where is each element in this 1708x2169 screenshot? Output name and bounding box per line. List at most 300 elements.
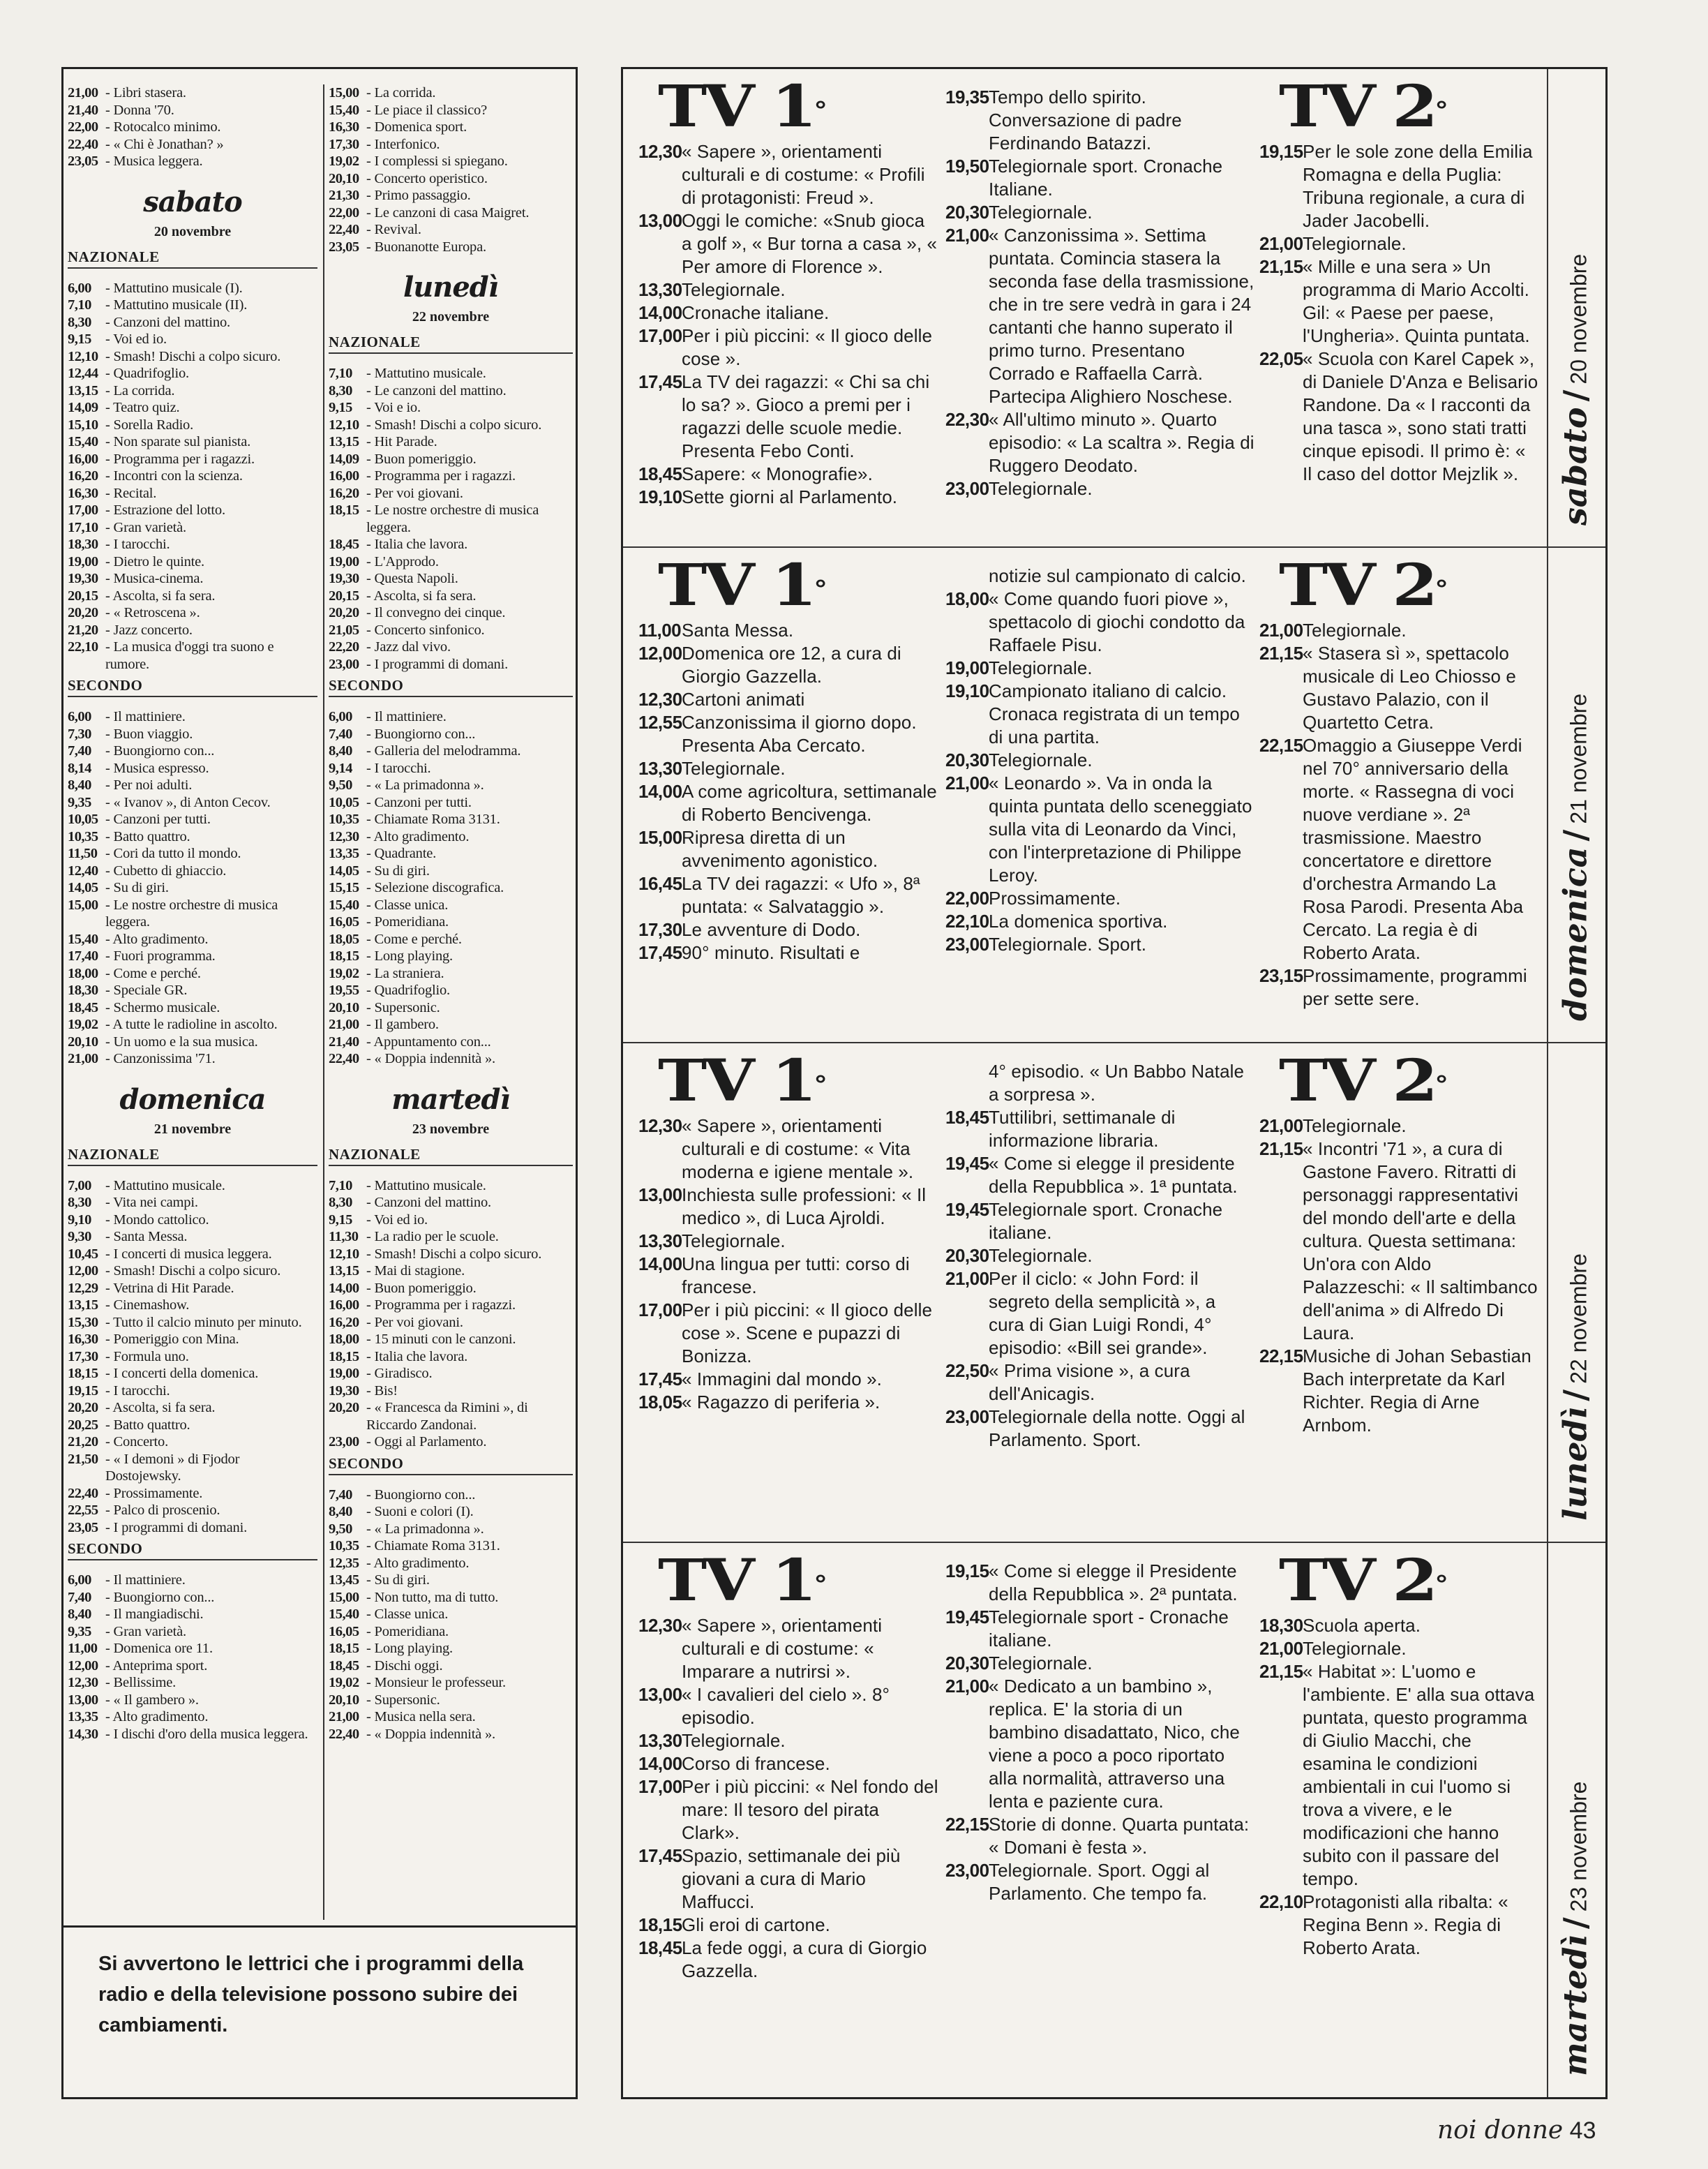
tv-program bbox=[638, 1115, 940, 1184]
radio-entry bbox=[329, 622, 573, 639]
entry-title: - I dischi d'oro della musica leggera. bbox=[105, 1726, 308, 1742]
entry-time: 23,00 bbox=[329, 1434, 359, 1449]
day-side-text bbox=[1558, 1253, 1596, 1521]
entry-title: - Buongiorno con... bbox=[105, 743, 215, 759]
program-description: Telegiornale. bbox=[989, 657, 1093, 678]
program-time: 17,45 bbox=[638, 1845, 682, 1866]
tv-program bbox=[638, 1299, 940, 1368]
program-description: « Come quando fuori piove », spettacolo di giochi condotto da Raffaele Pisu. bbox=[989, 588, 1245, 655]
radio-entry bbox=[329, 433, 573, 451]
program-description: Telegiornale. bbox=[1303, 1638, 1407, 1659]
program-description: La domenica sportiva. bbox=[989, 911, 1168, 932]
radio-entry bbox=[329, 536, 573, 553]
entry-time: 20,20 bbox=[68, 605, 98, 620]
entry-time: 19,15 bbox=[68, 1382, 98, 1399]
program-time: 16,45 bbox=[638, 873, 682, 894]
radio-entry bbox=[68, 1348, 317, 1366]
entry-time: 9,10 bbox=[68, 1212, 91, 1228]
entry-title: - Il mattiniere. bbox=[105, 709, 186, 724]
entry-title: - Smash! Dischi a colpo sicuro. bbox=[105, 348, 281, 364]
program-description: « Come si elegge il presidente della Repubblica ». 1ª puntata. bbox=[989, 1153, 1238, 1197]
entry-title: - Supersonic. bbox=[366, 999, 440, 1015]
side-day-name: martedì bbox=[1556, 1935, 1594, 2076]
program-time: 22,00 bbox=[945, 888, 989, 909]
program-time: 22,15 bbox=[1259, 1346, 1303, 1366]
entry-time: 16,30 bbox=[68, 485, 98, 501]
entry-time: 17,30 bbox=[329, 136, 359, 152]
entry-title: - « Retroscena ». bbox=[105, 605, 200, 620]
entry-time: 21,20 bbox=[68, 622, 98, 638]
tv-program bbox=[945, 933, 1255, 956]
tv-program bbox=[1259, 1660, 1538, 1891]
entry-time: 16,05 bbox=[329, 1623, 359, 1639]
program-description: notizie sul campionato di calcio. bbox=[989, 565, 1246, 586]
program-time: 13,00 bbox=[638, 1684, 682, 1705]
entry-title: - Alto gradimento. bbox=[366, 828, 470, 844]
entry-title: - Bis! bbox=[366, 1382, 398, 1399]
entry-title: - Il mattiniere. bbox=[105, 1572, 186, 1588]
entry-title: - « La primadonna ». bbox=[366, 777, 484, 793]
entry-time: 7,40 bbox=[68, 743, 91, 759]
program-time: 18,15 bbox=[638, 1914, 682, 1935]
program-description: Tempo dello spirito. Conversazione di padre Ferdinando Batazzi. bbox=[989, 87, 1182, 154]
entry-time: 18,30 bbox=[68, 983, 98, 998]
entry-time: 15,40 bbox=[329, 1607, 359, 1622]
entry-title: - Classe unica. bbox=[366, 897, 449, 913]
radio-entry bbox=[68, 897, 317, 931]
tv-program bbox=[945, 224, 1255, 408]
entry-title: - « La primadonna ». bbox=[366, 1521, 484, 1537]
entry-title: - Italia che lavora. bbox=[366, 1348, 468, 1364]
radio-entry bbox=[68, 102, 317, 119]
radio-entry bbox=[329, 485, 573, 502]
entry-title: - Incontri con la scienza. bbox=[105, 468, 243, 484]
tv-day-band bbox=[623, 69, 1605, 548]
side-date: 20 novembre bbox=[1566, 253, 1591, 385]
program-time: 14,00 bbox=[638, 1253, 682, 1274]
radio-entry bbox=[68, 1417, 317, 1434]
entry-time: 17,30 bbox=[68, 1348, 98, 1364]
radio-entry bbox=[68, 1623, 317, 1641]
entry-title: - Buongiorno con... bbox=[366, 1486, 476, 1503]
tv-program bbox=[945, 201, 1255, 224]
entry-time: 18,45 bbox=[68, 999, 98, 1015]
entry-title: - Chiamate Roma 3131. bbox=[366, 812, 500, 827]
radio-entry bbox=[68, 811, 317, 828]
entry-title: - Cinemashow. bbox=[105, 1297, 190, 1313]
schedule-notice: Si avvertono le lettrici che i programmi della radio e della televisione possono subire dei cambiamenti. bbox=[63, 1925, 576, 2041]
tv-program bbox=[945, 910, 1255, 933]
tv-program bbox=[1259, 255, 1538, 348]
radio-entry bbox=[329, 1486, 573, 1504]
entry-time: 19,02 bbox=[329, 154, 359, 169]
radio-entry bbox=[329, 1382, 573, 1400]
program-description: Cartoni animati bbox=[682, 689, 805, 710]
entry-time: 10,35 bbox=[329, 812, 359, 827]
tv-program bbox=[638, 209, 940, 278]
program-time: 19,10 bbox=[945, 680, 989, 701]
logo-degree: ° bbox=[1434, 576, 1446, 604]
program-description: Oggi le comiche: «Snub gioca a golf », « Bur torna a casa », « Per amore di Florence ». bbox=[682, 210, 938, 277]
program-description: Prossimamente. bbox=[989, 888, 1121, 909]
radio-entry bbox=[329, 399, 573, 417]
entry-title: - Prossimamente. bbox=[105, 1485, 203, 1501]
program-time: 23,00 bbox=[945, 1406, 989, 1427]
radio-entry bbox=[68, 1262, 317, 1280]
program-description: Telegiornale. bbox=[682, 279, 786, 300]
entry-time: 22,40 bbox=[329, 1051, 359, 1066]
entry-time: 21,20 bbox=[68, 1434, 98, 1449]
entry-time: 22,40 bbox=[68, 1485, 98, 1501]
program-time: 21,00 bbox=[945, 225, 989, 246]
entry-title: - Speciale GR. bbox=[105, 983, 188, 998]
entry-time: 23,05 bbox=[68, 1519, 98, 1535]
entry-title: - Musica nella sera. bbox=[366, 1709, 476, 1724]
entry-time: 7,40 bbox=[329, 726, 352, 742]
tv-program bbox=[1259, 619, 1538, 642]
entry-time: 18,45 bbox=[329, 1657, 359, 1674]
entry-time: 11,00 bbox=[68, 1641, 98, 1656]
entry-title: - Le canzoni del mattino. bbox=[366, 382, 507, 398]
tv-program bbox=[945, 1859, 1255, 1905]
entry-time: 12,10 bbox=[329, 417, 359, 433]
radio-entry bbox=[68, 1246, 317, 1263]
entry-time: 20,25 bbox=[68, 1417, 98, 1433]
entry-title: - Long playing. bbox=[366, 948, 453, 964]
program-description: Telegiornale. Sport. bbox=[989, 934, 1147, 955]
entry-title: - Pomeriggio con Mina. bbox=[105, 1332, 239, 1347]
entry-time: 12,10 bbox=[329, 1246, 359, 1262]
section-label: NAZIONALE bbox=[329, 1146, 573, 1166]
tv-day-band bbox=[623, 1543, 1605, 2097]
radio-entry bbox=[329, 170, 573, 188]
program-description: Canzonissima il giorno dopo. Presenta Aba Cercato. bbox=[682, 712, 917, 756]
tv-day-band bbox=[623, 548, 1605, 1043]
tv1-logo bbox=[658, 1547, 982, 1614]
entry-time: 19,00 bbox=[329, 1366, 359, 1381]
section-label: NAZIONALE bbox=[68, 248, 317, 269]
logo-degree: ° bbox=[1434, 1571, 1446, 1599]
program-time: 21,15 bbox=[1259, 1138, 1303, 1159]
entry-title: - Le nostre orchestre di musica leggera. bbox=[105, 897, 278, 930]
radio-entry bbox=[329, 1399, 573, 1433]
entry-title: - Vita nei campi. bbox=[105, 1195, 198, 1210]
entry-time: 12,35 bbox=[329, 1555, 359, 1571]
entry-time: 8,40 bbox=[68, 1607, 91, 1622]
entry-title: - La corrida. bbox=[366, 85, 436, 100]
tv1-logo bbox=[658, 1048, 982, 1115]
radio-entry bbox=[68, 863, 317, 880]
entry-time: 18,00 bbox=[329, 1332, 359, 1347]
program-description: « Sapere », orientamenti culturali e di costume: « Profili di protagonisti: Freud ». bbox=[682, 141, 925, 208]
radio-entry bbox=[68, 485, 317, 502]
tv1-continued-column bbox=[945, 565, 1255, 956]
entry-time: 22,00 bbox=[68, 119, 98, 135]
entry-time: 18,15 bbox=[329, 502, 359, 518]
entry-title: - « I demoni » di Fjodor Dostojewsky. bbox=[105, 1451, 240, 1484]
program-time: 19,45 bbox=[945, 1607, 989, 1627]
entry-time: 11,50 bbox=[68, 846, 98, 861]
program-time: 13,30 bbox=[638, 279, 682, 300]
entry-title: - Voi e io. bbox=[366, 400, 421, 415]
tv-program bbox=[638, 688, 940, 711]
radio-entry bbox=[68, 84, 317, 102]
tv-program bbox=[945, 477, 1255, 500]
radio-entry bbox=[329, 1503, 573, 1521]
entry-time: 12,30 bbox=[68, 1675, 98, 1690]
tv-program bbox=[638, 826, 940, 872]
entry-time: 22,00 bbox=[329, 204, 359, 221]
entry-time: 8,30 bbox=[68, 1195, 91, 1210]
program-description: Telegiornale. bbox=[1303, 1115, 1407, 1136]
entry-time: 14,09 bbox=[68, 400, 98, 415]
program-description: Musiche di Johan Sebastian Bach interpretate da Karl Richter. Regia di Arne Arnbom. bbox=[1303, 1346, 1531, 1436]
radio-entry bbox=[68, 468, 317, 485]
radio-entry bbox=[68, 604, 317, 622]
program-time: 21,15 bbox=[1259, 643, 1303, 664]
program-time: 21,15 bbox=[1259, 256, 1303, 277]
radio-entry bbox=[329, 845, 573, 863]
tv-program bbox=[945, 155, 1255, 201]
radio-entry bbox=[68, 417, 317, 434]
tv-program bbox=[638, 1729, 940, 1752]
entry-time: 18,15 bbox=[329, 1348, 359, 1364]
entry-title: - Ascolta, si fa sera. bbox=[105, 1400, 216, 1415]
tv1-column bbox=[638, 69, 940, 509]
entry-time: 7,30 bbox=[68, 726, 91, 742]
section-label: SECONDO bbox=[329, 677, 573, 697]
logo-text: TV 1 bbox=[658, 552, 814, 619]
radio-entry bbox=[68, 1692, 317, 1709]
program-description: Telegiornale sport - Cronache italiane. bbox=[989, 1607, 1229, 1650]
radio-entry bbox=[68, 760, 317, 777]
program-description: Campionato italiano di calcio. Cronaca registrata di un tempo di una partita. bbox=[989, 680, 1240, 747]
radio-entry bbox=[68, 1657, 317, 1675]
day-side-text bbox=[1558, 694, 1596, 1021]
entry-title: - Classe unica. bbox=[366, 1607, 449, 1622]
entry-time: 20,20 bbox=[329, 605, 359, 620]
radio-entry bbox=[329, 879, 573, 897]
program-description: Telegiornale. bbox=[989, 1245, 1093, 1266]
program-time: 20,30 bbox=[945, 1245, 989, 1266]
program-description: « Prima visione », a cura dell'Anicagis. bbox=[989, 1360, 1190, 1404]
entry-title: - Concerto operistico. bbox=[366, 170, 488, 186]
radio-entry bbox=[68, 794, 317, 812]
entry-time: 12,10 bbox=[68, 348, 98, 364]
program-description: Una lingua per tutti: corso di francese. bbox=[682, 1253, 910, 1297]
program-time: 23,00 bbox=[945, 934, 989, 955]
entry-time: 12,44 bbox=[68, 366, 98, 381]
program-description: Domenica ore 12, a cura di Giorgio Gazzella. bbox=[682, 643, 901, 687]
entry-title: - La corrida. bbox=[105, 382, 175, 398]
logo-degree: ° bbox=[814, 1571, 825, 1599]
tv2-logo bbox=[1279, 552, 1578, 619]
radio-entry bbox=[329, 639, 573, 656]
entry-title: - Hit Parade. bbox=[366, 434, 437, 449]
tv-program bbox=[1259, 1138, 1538, 1345]
tv-program bbox=[1259, 1891, 1538, 1960]
radio-entry bbox=[68, 1034, 317, 1051]
logo-degree: ° bbox=[814, 97, 825, 125]
entry-title: - Batto quattro. bbox=[105, 828, 190, 844]
entry-title: - Non tutto, ma di tutto. bbox=[366, 1589, 499, 1605]
program-time: 19,15 bbox=[945, 1560, 989, 1581]
radio-entry bbox=[329, 451, 573, 468]
program-time: 22,05 bbox=[1259, 348, 1303, 369]
entry-time: 21,05 bbox=[329, 622, 359, 638]
logo-degree: ° bbox=[1434, 1071, 1446, 1099]
radio-entry bbox=[329, 863, 573, 880]
entry-title: - Mondo cattolico. bbox=[105, 1212, 209, 1228]
program-time: 17,45 bbox=[638, 942, 682, 963]
program-time: 22,50 bbox=[945, 1360, 989, 1381]
entry-title: - Mattutino musicale (I). bbox=[105, 280, 243, 296]
radio-column-right bbox=[323, 84, 573, 1920]
radio-entry bbox=[329, 948, 573, 965]
entry-time: 23,05 bbox=[329, 239, 359, 255]
radio-entry bbox=[329, 1433, 573, 1451]
program-description: 4° episodio. « Un Babbo Natale a sorpresa ». bbox=[989, 1061, 1245, 1105]
entry-title: - I tarocchi. bbox=[105, 1382, 170, 1399]
radio-entry bbox=[68, 1314, 317, 1332]
radio-entry bbox=[68, 726, 317, 743]
entry-time: 9,50 bbox=[329, 1521, 352, 1537]
radio-entry bbox=[329, 914, 573, 931]
day-side-label bbox=[1547, 1543, 1605, 2097]
entry-time: 8,30 bbox=[68, 314, 91, 330]
program-description: Telegiornale sport. Cronache italiane. bbox=[989, 1199, 1223, 1243]
page-footer bbox=[1437, 2116, 1596, 2145]
radio-entry bbox=[329, 1708, 573, 1726]
entry-title: - Gran varietà. bbox=[105, 1623, 186, 1639]
program-description: « Canzonissima ». Settima puntata. Comincia stasera la seconda fase della trasmissione, che in tre sere vedrà in gara i 24 cantanti che hanno superato il primo turno. Presentano Corrado e Raffaella Carrà. Partecipa Alighiero Noschese. bbox=[989, 225, 1254, 407]
radio-entry bbox=[329, 1521, 573, 1538]
side-day-name: sabato bbox=[1556, 407, 1594, 526]
entry-time: 22,40 bbox=[68, 136, 98, 152]
tv-program bbox=[638, 711, 940, 757]
entry-title: - Fuori programma. bbox=[105, 948, 216, 964]
entry-title: - Le piace il classico? bbox=[366, 102, 487, 118]
radio-entry bbox=[329, 553, 573, 571]
tv-listings bbox=[621, 67, 1608, 2099]
program-description: Inchiesta sulle professioni: « Il medico », di Luca Ajroldi. bbox=[682, 1184, 927, 1228]
entry-time: 7,10 bbox=[329, 366, 352, 381]
radio-entry bbox=[68, 1382, 317, 1400]
program-time: 11,00 bbox=[638, 620, 682, 641]
program-description: « Mille e una sera » Un programma di Mario Accolti. Gil: « Paese per paese, l'Ungheria». Quinta puntata. bbox=[1303, 256, 1530, 346]
entry-time: 21,40 bbox=[68, 102, 98, 118]
program-description: Per le sole zone della Emilia Romagna e della Puglia: Tribuna regionale, a cura di Jader Jacobelli. bbox=[1303, 141, 1533, 231]
entry-time: 10,35 bbox=[329, 1538, 359, 1553]
day-side-label bbox=[1547, 1043, 1605, 1542]
tv-program bbox=[638, 325, 940, 371]
radio-entry bbox=[68, 1572, 317, 1589]
radio-entry bbox=[329, 1212, 573, 1229]
program-description: Storie di donne. Quarta puntata: « Domani è festa ». bbox=[989, 1814, 1250, 1858]
entry-time: 18,15 bbox=[329, 948, 359, 964]
tv-program bbox=[638, 1937, 940, 1983]
entry-time: 16,05 bbox=[329, 914, 359, 930]
entry-time: 13,15 bbox=[68, 1297, 98, 1313]
entry-time: 14,30 bbox=[68, 1726, 98, 1742]
entry-time: 9,35 bbox=[68, 1623, 91, 1639]
program-time: 21,00 bbox=[945, 773, 989, 793]
tv-program bbox=[1259, 1637, 1538, 1660]
tv-program bbox=[638, 1614, 940, 1683]
radio-entry bbox=[68, 1365, 317, 1382]
entry-title: - Smash! Dischi a colpo sicuro. bbox=[366, 417, 542, 433]
entry-title: - Cubetto di ghiaccio. bbox=[105, 863, 227, 879]
program-time: 22,15 bbox=[1259, 735, 1303, 756]
entry-title: - « Doppia indennità ». bbox=[366, 1726, 495, 1742]
tv-program bbox=[945, 749, 1255, 772]
tv-program bbox=[638, 780, 940, 826]
entry-title: - La radio per le scuole. bbox=[366, 1229, 499, 1244]
entry-title: - Oggi al Parlamento. bbox=[366, 1434, 487, 1449]
radio-entry bbox=[329, 999, 573, 1017]
entry-title: - Revival. bbox=[366, 222, 421, 237]
entry-time: 19,55 bbox=[329, 983, 359, 998]
entry-title: - Bellissime. bbox=[105, 1675, 177, 1690]
entry-title: - Su di giri. bbox=[366, 863, 430, 879]
entry-time: 12,00 bbox=[68, 1657, 98, 1674]
radio-entry bbox=[329, 1280, 573, 1297]
entry-title: - « Francesca da Rimini », di Riccardo Zandonai. bbox=[366, 1400, 528, 1433]
radio-entry bbox=[329, 1692, 573, 1709]
entry-time: 7,10 bbox=[68, 297, 91, 313]
program-description: « I cavalieri del cielo ». 8° episodio. bbox=[682, 1684, 890, 1728]
radio-entry bbox=[329, 1365, 573, 1382]
entry-time: 16,30 bbox=[329, 119, 359, 135]
tv-program bbox=[945, 680, 1255, 749]
radio-entry bbox=[329, 726, 573, 743]
entry-title: - Santa Messa. bbox=[105, 1229, 188, 1244]
program-time: 20,30 bbox=[945, 750, 989, 770]
tv-program bbox=[638, 1391, 940, 1414]
radio-column-left bbox=[68, 84, 317, 1743]
entry-time: 13,15 bbox=[68, 382, 98, 398]
tv1-continued-column bbox=[945, 1560, 1255, 1905]
page-number: 43 bbox=[1569, 2117, 1596, 2144]
tv2-logo bbox=[1279, 1547, 1578, 1614]
entry-time: 8,40 bbox=[329, 743, 352, 759]
radio-entry bbox=[329, 1674, 573, 1692]
program-time: 12,30 bbox=[638, 1115, 682, 1136]
radio-entry bbox=[329, 1348, 573, 1366]
entry-time: 12,30 bbox=[329, 828, 359, 844]
day-heading: sabato bbox=[143, 185, 242, 218]
entry-title: - Canzoni del mattino. bbox=[366, 1195, 491, 1210]
radio-listings bbox=[61, 67, 578, 2099]
radio-entry bbox=[329, 588, 573, 605]
entry-time: 21,00 bbox=[329, 1017, 359, 1032]
tv-program bbox=[945, 1267, 1255, 1359]
radio-entry bbox=[329, 1726, 573, 1743]
radio-entry bbox=[329, 1640, 573, 1657]
tv2-logo bbox=[1279, 73, 1578, 140]
program-description: Per i più piccini: « Nel fondo del mare: Il tesoro del pirata Clark». bbox=[682, 1776, 938, 1843]
entry-time: 14,09 bbox=[329, 451, 359, 467]
entry-title: - Donna '70. bbox=[105, 102, 174, 118]
program-description: « Sapere », orientamenti culturali e di costume: « Imparare a nutrirsi ». bbox=[682, 1615, 883, 1682]
program-description: « All'ultimo minuto ». Quarto episodio: « La scaltra ». Regia di Ruggero Deodato. bbox=[989, 409, 1254, 476]
tv-program bbox=[638, 486, 940, 509]
day-heading: domenica bbox=[119, 1082, 266, 1116]
tv2-column bbox=[1259, 69, 1538, 486]
entry-time: 16,30 bbox=[68, 1332, 98, 1347]
entry-title: - Mattutino musicale. bbox=[366, 1177, 486, 1193]
radio-entry bbox=[68, 519, 317, 537]
